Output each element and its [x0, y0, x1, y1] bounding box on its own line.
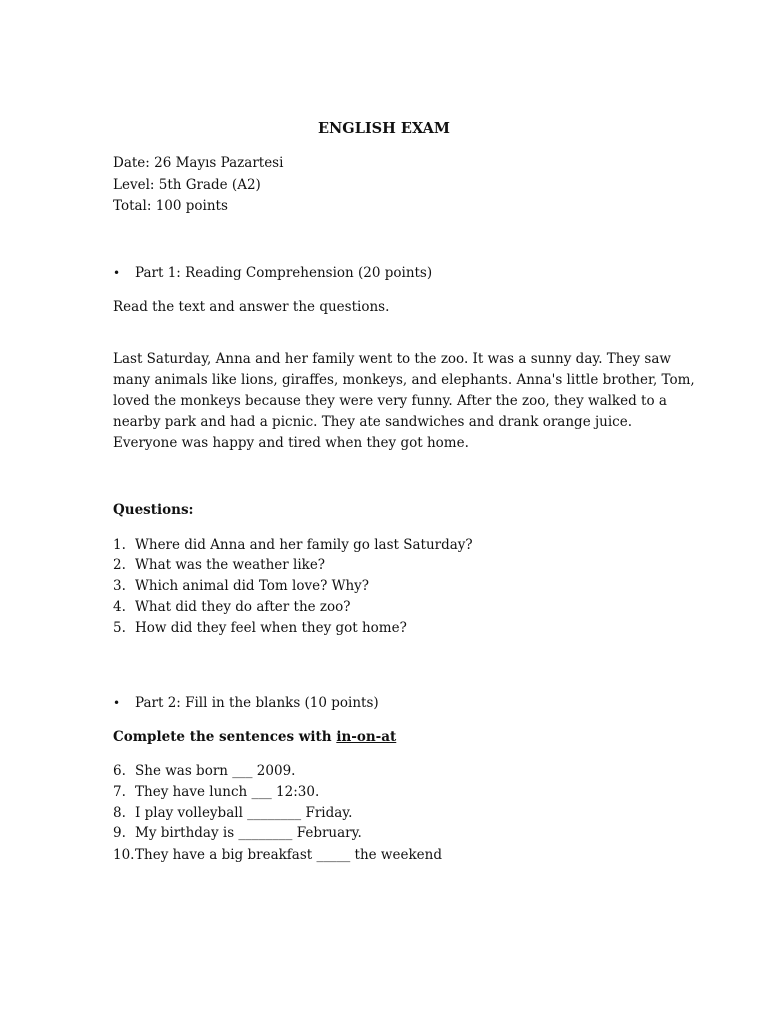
question-item	[113, 555, 325, 576]
exam-date: Date: 26 Mayıs Pazartesi	[113, 155, 284, 171]
sentence-number: 7.	[113, 784, 126, 800]
fill-sentence	[113, 823, 362, 844]
question-number: 5.	[113, 620, 126, 636]
sentence-text: They have a big breakfast _____ the weekend	[135, 847, 442, 863]
question-number: 4.	[113, 599, 126, 615]
sentence-number: 6.	[113, 763, 126, 779]
part2-instruction-prefix: Complete the sentences with	[113, 729, 337, 745]
part1-heading: Part 1: Reading Comprehension (20 points)	[135, 265, 433, 281]
part2-instruction-keywords: in-on-at	[336, 729, 397, 745]
bullet-icon: •	[113, 266, 121, 280]
part2-instruction	[113, 727, 396, 748]
questions-heading: Questions:	[113, 502, 194, 518]
reading-passage	[113, 349, 695, 454]
question-item	[113, 618, 407, 639]
question-number: 3.	[113, 578, 126, 594]
sentence-number: 8.	[113, 805, 126, 821]
question-number: 1.	[113, 537, 126, 553]
sentence-number: 9.	[113, 825, 126, 841]
fill-sentence	[113, 782, 319, 803]
exam-total: Total: 100 points	[113, 198, 228, 214]
passage-line: Everyone was happy and tired when they got home.	[113, 435, 469, 451]
passage-line: many animals like lions, giraffes, monkeys, and elephants. Anna's little brother, Tom,	[113, 372, 695, 388]
passage-line: nearby park and had a picnic. They ate sandwiches and drank orange juice.	[113, 414, 633, 430]
part2-heading: Part 2: Fill in the blanks (10 points)	[135, 695, 379, 711]
fill-sentence	[113, 761, 295, 782]
fill-sentence	[113, 803, 352, 824]
sentence-number: 10.	[113, 847, 135, 863]
sentence-text: They have lunch ___ 12:30.	[135, 784, 320, 800]
exam-level: Level: 5th Grade (A2)	[113, 177, 261, 193]
question-text: Where did Anna and her family go last Saturday?	[135, 537, 473, 553]
question-text: How did they feel when they got home?	[135, 620, 407, 636]
part2-heading-row	[113, 693, 379, 714]
question-text: What did they do after the zoo?	[135, 599, 351, 615]
question-item	[113, 576, 369, 597]
part1-heading-row	[113, 263, 432, 284]
question-text: Which animal did Tom love? Why?	[135, 578, 370, 594]
sentence-text: She was born ___ 2009.	[135, 763, 296, 779]
fill-sentence	[113, 845, 442, 866]
question-item	[113, 535, 473, 556]
question-text: What was the weather like?	[135, 557, 326, 573]
sentence-text: I play volleyball ________ Friday.	[135, 805, 353, 821]
question-number: 2.	[113, 557, 126, 573]
sentence-text: My birthday is ________ February.	[135, 825, 362, 841]
question-item	[113, 597, 351, 618]
passage-line: Last Saturday, Anna and her family went to the zoo. It was a sunny day. They saw	[113, 351, 671, 367]
part1-instruction: Read the text and answer the questions.	[113, 299, 390, 315]
exam-title: ENGLISH EXAM	[318, 120, 450, 137]
bullet-icon: •	[113, 696, 121, 710]
passage-line: loved the monkeys because they were very funny. After the zoo, they walked to a	[113, 393, 667, 409]
